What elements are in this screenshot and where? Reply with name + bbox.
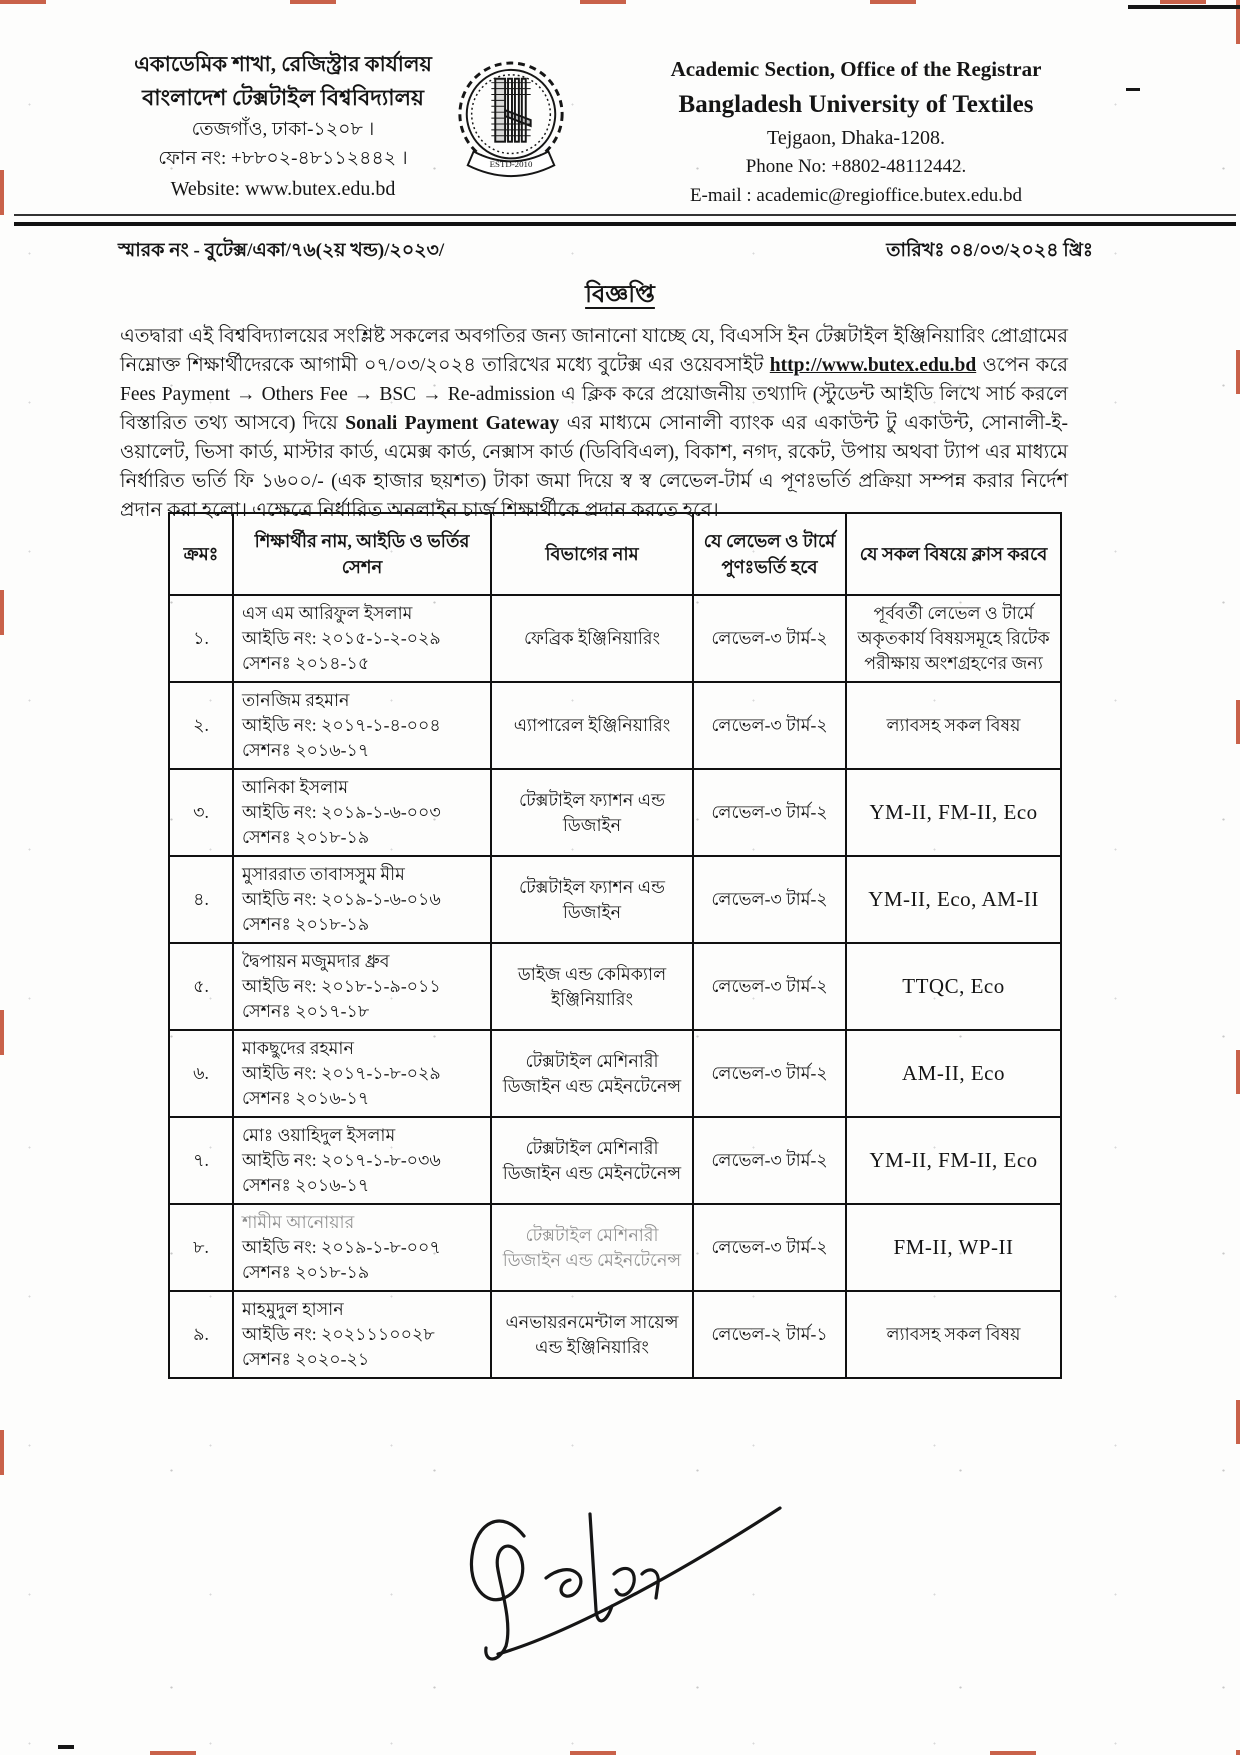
student-session: সেশনঃ ২০১৮-১৯ (242, 827, 370, 847)
office-name-en: Academic Section, Office of the Registrar (670, 57, 1042, 81)
table-row (169, 1291, 1061, 1378)
cell-department: টেক্সটাইল ফ্যাশন এন্ড ডিজাইন (491, 856, 693, 943)
table-header-cell: শিক্ষার্থীর নাম, আইডি ও ভর্তির সেশন (233, 513, 491, 595)
body-text-segment: ওপেন করে Fees Payment → Others Fee → BSC → Re-admission এ ক্লিক করে প্রয়োজনীয় তথ্যাদি (স্টুডেন্ট আইডি লিখে সার্চ করলে বিস্তারিত তথ্য আসবে) দিয়ে (120, 355, 1068, 434)
subjects-text: পূর্ববর্তী লেভেল ও টার্মে অকৃতকার্য বিষয়সমূহে রিটেক পরীক্ষায় অংশগ্রহণের জন্য (857, 603, 1050, 673)
cell-department: টেক্সটাইল মেশিনারী ডিজাইন এন্ড মেইনটেনেন্স (491, 1117, 693, 1204)
subjects-text: AM-II, Eco (902, 1060, 1005, 1085)
cell-level-term: লেভেল-৩ টার্ম-২ (693, 1117, 846, 1204)
crop-mark-left (0, 0, 4, 1755)
signature (428, 1478, 808, 1683)
student-session: সেশনঃ ২০১৪-১৫ (242, 653, 370, 673)
cell-student (233, 682, 491, 769)
memo-date: তারিখঃ ০৪/০৩/২০২৪ খ্রিঃ (886, 240, 1093, 261)
cell-subjects (846, 943, 1061, 1030)
cell-student (233, 1291, 491, 1378)
cell-serial: ৯. (169, 1291, 233, 1378)
student-id: আইডি নং: ২০১৭-১-৪-০০৪ (242, 715, 441, 735)
table-row (169, 1117, 1061, 1204)
university-name-bn: বাংলাদেশ টেক্সটাইল বিশ্ববিদ্যালয় (142, 84, 424, 110)
body-text-segment: এতদ্বারা এই বিশ্ববিদ্যালয়ের সংশ্লিষ্ট সকলের অবগতির জন্য জানানো যাচ্ছে যে, বিএসসি ইন টেক্সটাইল ইঞ্জিনিয়ারিং প্রোগ্রামের নিম্নোক্ত শিক্ষার্থীদেরকে আগামী ০৭/০৩/২০২৪ তারিখের মধ্যে বুটেক্স এর ওয়েবসাইট (120, 326, 1068, 376)
student-id: আইডি নং: ২০১৭-১-৮-০২৯ (242, 1063, 441, 1083)
cell-department: ডাইজ এন্ড কেমিক্যাল ইঞ্জিনিয়ারিং (491, 943, 693, 1030)
seal-estd-text: ESTD-2010 (489, 159, 533, 170)
table-header-cell: ক্রমঃ (169, 513, 233, 595)
subjects-text: FM-II, WP-II (893, 1234, 1014, 1259)
cell-level-term: লেভেল-৩ টার্ম-২ (693, 682, 846, 769)
header-left-bengali (118, 48, 448, 205)
table-header-cell: বিভাগের নাম (491, 513, 693, 595)
table-row (169, 943, 1061, 1030)
cell-serial: ৬. (169, 1030, 233, 1117)
signature-icon (428, 1478, 808, 1683)
subjects-text: ল্যাবসহ সকল বিষয় (886, 715, 1021, 735)
student-session: সেশনঃ ২০১৮-১৯ (242, 914, 370, 934)
crop-mark-top (0, 0, 1240, 4)
student-session: সেশনঃ ২০১৬-১৭ (242, 1175, 370, 1195)
cell-department: এ্যাপারেল ইঞ্জিনিয়ারিং (491, 682, 693, 769)
student-name: মুসাররাত তাবাসসুম মীম (242, 864, 405, 884)
cell-serial: ৫. (169, 943, 233, 1030)
table-row (169, 682, 1061, 769)
cell-student (233, 769, 491, 856)
table-row (169, 769, 1061, 856)
cell-serial: ১. (169, 595, 233, 682)
cell-student (233, 595, 491, 682)
cell-serial: ৮. (169, 1204, 233, 1291)
crop-mark-right (1236, 0, 1240, 1755)
cell-department: ফেব্রিক ইঞ্জিনিয়ারিং (491, 595, 693, 682)
cell-level-term: লেভেল-৩ টার্ম-২ (693, 943, 846, 1030)
cell-student (233, 856, 491, 943)
student-id: আইডি নং: ২০১৮-১-৯-০১১ (242, 976, 441, 996)
cell-subjects (846, 856, 1061, 943)
scan-artifact-dash (1126, 88, 1140, 91)
student-id: আইডি নং: ২০২১১১০০২৮ (242, 1324, 435, 1344)
cell-subjects (846, 595, 1061, 682)
table-row (169, 1030, 1061, 1117)
cell-department: এনভায়রনমেন্টাল সায়েন্স এন্ড ইঞ্জিনিয়ারিং (491, 1291, 693, 1378)
cell-student (233, 1117, 491, 1204)
cell-subjects (846, 769, 1061, 856)
student-name: এস এম আরিফুল ইসলাম (242, 603, 413, 623)
body-text-segment: এর মাধ্যমে সোনালী ব্যাংক এর একাউন্ট টু একাউন্ট, সোনালী-ই-ওয়ালেট, ভিসা কার্ড, মাস্টার কার্ড, এমেক্স কার্ড, নেক্সাস কার্ড (ডিবিবিএল), বিকাশ, নগদ, রকেট, উপায় অথবা ট্যাপ এর মাধ্যমে নির্ধারিত ভর্তি ফি ১৬০০/- (এক হাজার ছয়শত) টাকা জমা দিয়ে স্ব স্ব লেভেল-টার্ম এ পূণঃভর্তি প্রক্রিয়া সম্পন্ন করার নির্দেশ প্রদান করা হলো। এক্ষেত্রে নির্ধারিত অনলাইন চার্জ শিক্ষার্থীকে প্রদান করতে হবে। (120, 413, 1068, 521)
student-name: মাকছুদের রহমান (242, 1038, 354, 1058)
notice-body (120, 322, 1068, 525)
cell-student (233, 1204, 491, 1291)
subjects-text: YM-II, FM-II, Eco (869, 1147, 1038, 1172)
scan-artifact-line (1128, 5, 1240, 9)
cell-serial: ৩. (169, 769, 233, 856)
website-url-text: http://www.butex.edu.bd (769, 355, 977, 376)
cell-subjects (846, 682, 1061, 769)
subjects-text: YM-II, FM-II, Eco (869, 799, 1038, 824)
student-session: সেশনঃ ২০১৭-১৮ (242, 1001, 370, 1021)
cell-department: টেক্সটাইল ফ্যাশন এন্ড ডিজাইন (491, 769, 693, 856)
table-header-row (169, 513, 1061, 595)
phone-en: Phone No: +8802-48112442. (745, 156, 967, 177)
phone-bn: ফোন নং: +৮৮০২-৪৮১১২৪৪২ । (158, 148, 408, 170)
student-name: মোঃ ওয়াহিদুল ইসলাম (242, 1125, 396, 1145)
subjects-text: ল্যাবসহ সকল বিষয় (886, 1324, 1021, 1344)
address-en: Tejgaon, Dhaka-1208. (767, 127, 945, 149)
student-session: সেশনঃ ২০১৬-১৭ (242, 740, 370, 760)
student-name: আনিকা ইসলাম (242, 777, 349, 797)
student-id: আইডি নং: ২০১৯-১-৮-০০৭ (242, 1237, 441, 1257)
student-name: তানজিম রহমান (242, 690, 350, 710)
student-id: আইডি নং: ২০১৯-১-৬-০১৬ (242, 889, 441, 909)
student-id: আইডি নং: ২০১৭-১-৮-০৩৬ (242, 1150, 441, 1170)
cell-department: টেক্সটাইল মেশিনারী ডিজাইন এন্ড মেইনটেনেন্স (491, 1030, 693, 1117)
university-logo (452, 52, 570, 194)
cell-serial: ৭. (169, 1117, 233, 1204)
subjects-text: YM-II, Eco, AM-II (868, 886, 1039, 911)
header-right-english (596, 54, 1116, 210)
table-row (169, 595, 1061, 682)
cell-level-term: লেভেল-৩ টার্ম-২ (693, 595, 846, 682)
table-row (169, 856, 1061, 943)
student-session: সেশনঃ ২০১৬-১৭ (242, 1088, 370, 1108)
memo-number: স্মারক নং - বুটেক্স/একা/৭৬(২য় খন্ড)/২০২৩/ (118, 240, 445, 261)
cell-department: টেক্সটাইল মেশিনারী ডিজাইন এন্ড মেইনটেনেন্স (491, 1204, 693, 1291)
student-id: আইডি নং: ২০১৫-১-২-০২৯ (242, 628, 441, 648)
student-id: আইডি নং: ২০১৯-১-৬-০০৩ (242, 802, 441, 822)
student-session: সেশনঃ ২০১৮-১৯ (242, 1262, 370, 1282)
cell-serial: ২. (169, 682, 233, 769)
subjects-text: TTQC, Eco (902, 973, 1005, 998)
butex-seal-icon (452, 52, 570, 194)
cell-level-term: লেভেল-৩ টার্ম-২ (693, 1204, 846, 1291)
table-header-cell: যে লেভেল ও টার্মে পুণঃভর্তি হবে (693, 513, 846, 595)
notice-title: বিজ্ঞপ্তি (585, 282, 655, 308)
header-divider-rule (14, 214, 1236, 226)
student-name: শামীম আনোয়ার (242, 1212, 355, 1232)
address-bn: তেজগাঁও, ঢাকা-১২০৮ । (191, 118, 375, 140)
office-name-bn: একাডেমিক শাখা, রেজিস্ট্রার কার্যালয় (134, 52, 432, 76)
cell-subjects (846, 1117, 1061, 1204)
cell-level-term: লেভেল-৩ টার্ম-২ (693, 1030, 846, 1117)
table-header-cell: যে সকল বিষয়ে ক্লাস করবে (846, 513, 1061, 595)
cell-level-term: লেভেল-২ টার্ম-১ (693, 1291, 846, 1378)
memo-row (118, 236, 1093, 268)
payment-gateway-text: Sonali Payment Gateway (345, 413, 560, 434)
student-name: দ্বৈপায়ন মজুমদার ধ্রুব (242, 951, 390, 971)
website-line: Website: www.butex.edu.bd (170, 177, 396, 200)
crop-mark-bottom (0, 1751, 1240, 1755)
cell-subjects (846, 1291, 1061, 1378)
cell-subjects (846, 1030, 1061, 1117)
table-row (169, 1204, 1061, 1291)
student-session: সেশনঃ ২০২০-২১ (242, 1349, 370, 1369)
university-name-en: Bangladesh University of Textiles (678, 90, 1034, 118)
cell-serial: ৪. (169, 856, 233, 943)
email-en: E-mail : academic@regioffice.butex.edu.bd (689, 184, 1023, 206)
scan-artifact-mark (58, 1745, 74, 1749)
cell-subjects (846, 1204, 1061, 1291)
student-name: মাহমুদুল হাসান (242, 1299, 344, 1319)
cell-student (233, 1030, 491, 1117)
cell-level-term: লেভেল-৩ টার্ম-২ (693, 769, 846, 856)
readmission-table (168, 512, 1062, 1379)
cell-level-term: লেভেল-৩ টার্ম-২ (693, 856, 846, 943)
cell-student (233, 943, 491, 1030)
table-body (169, 595, 1061, 1378)
